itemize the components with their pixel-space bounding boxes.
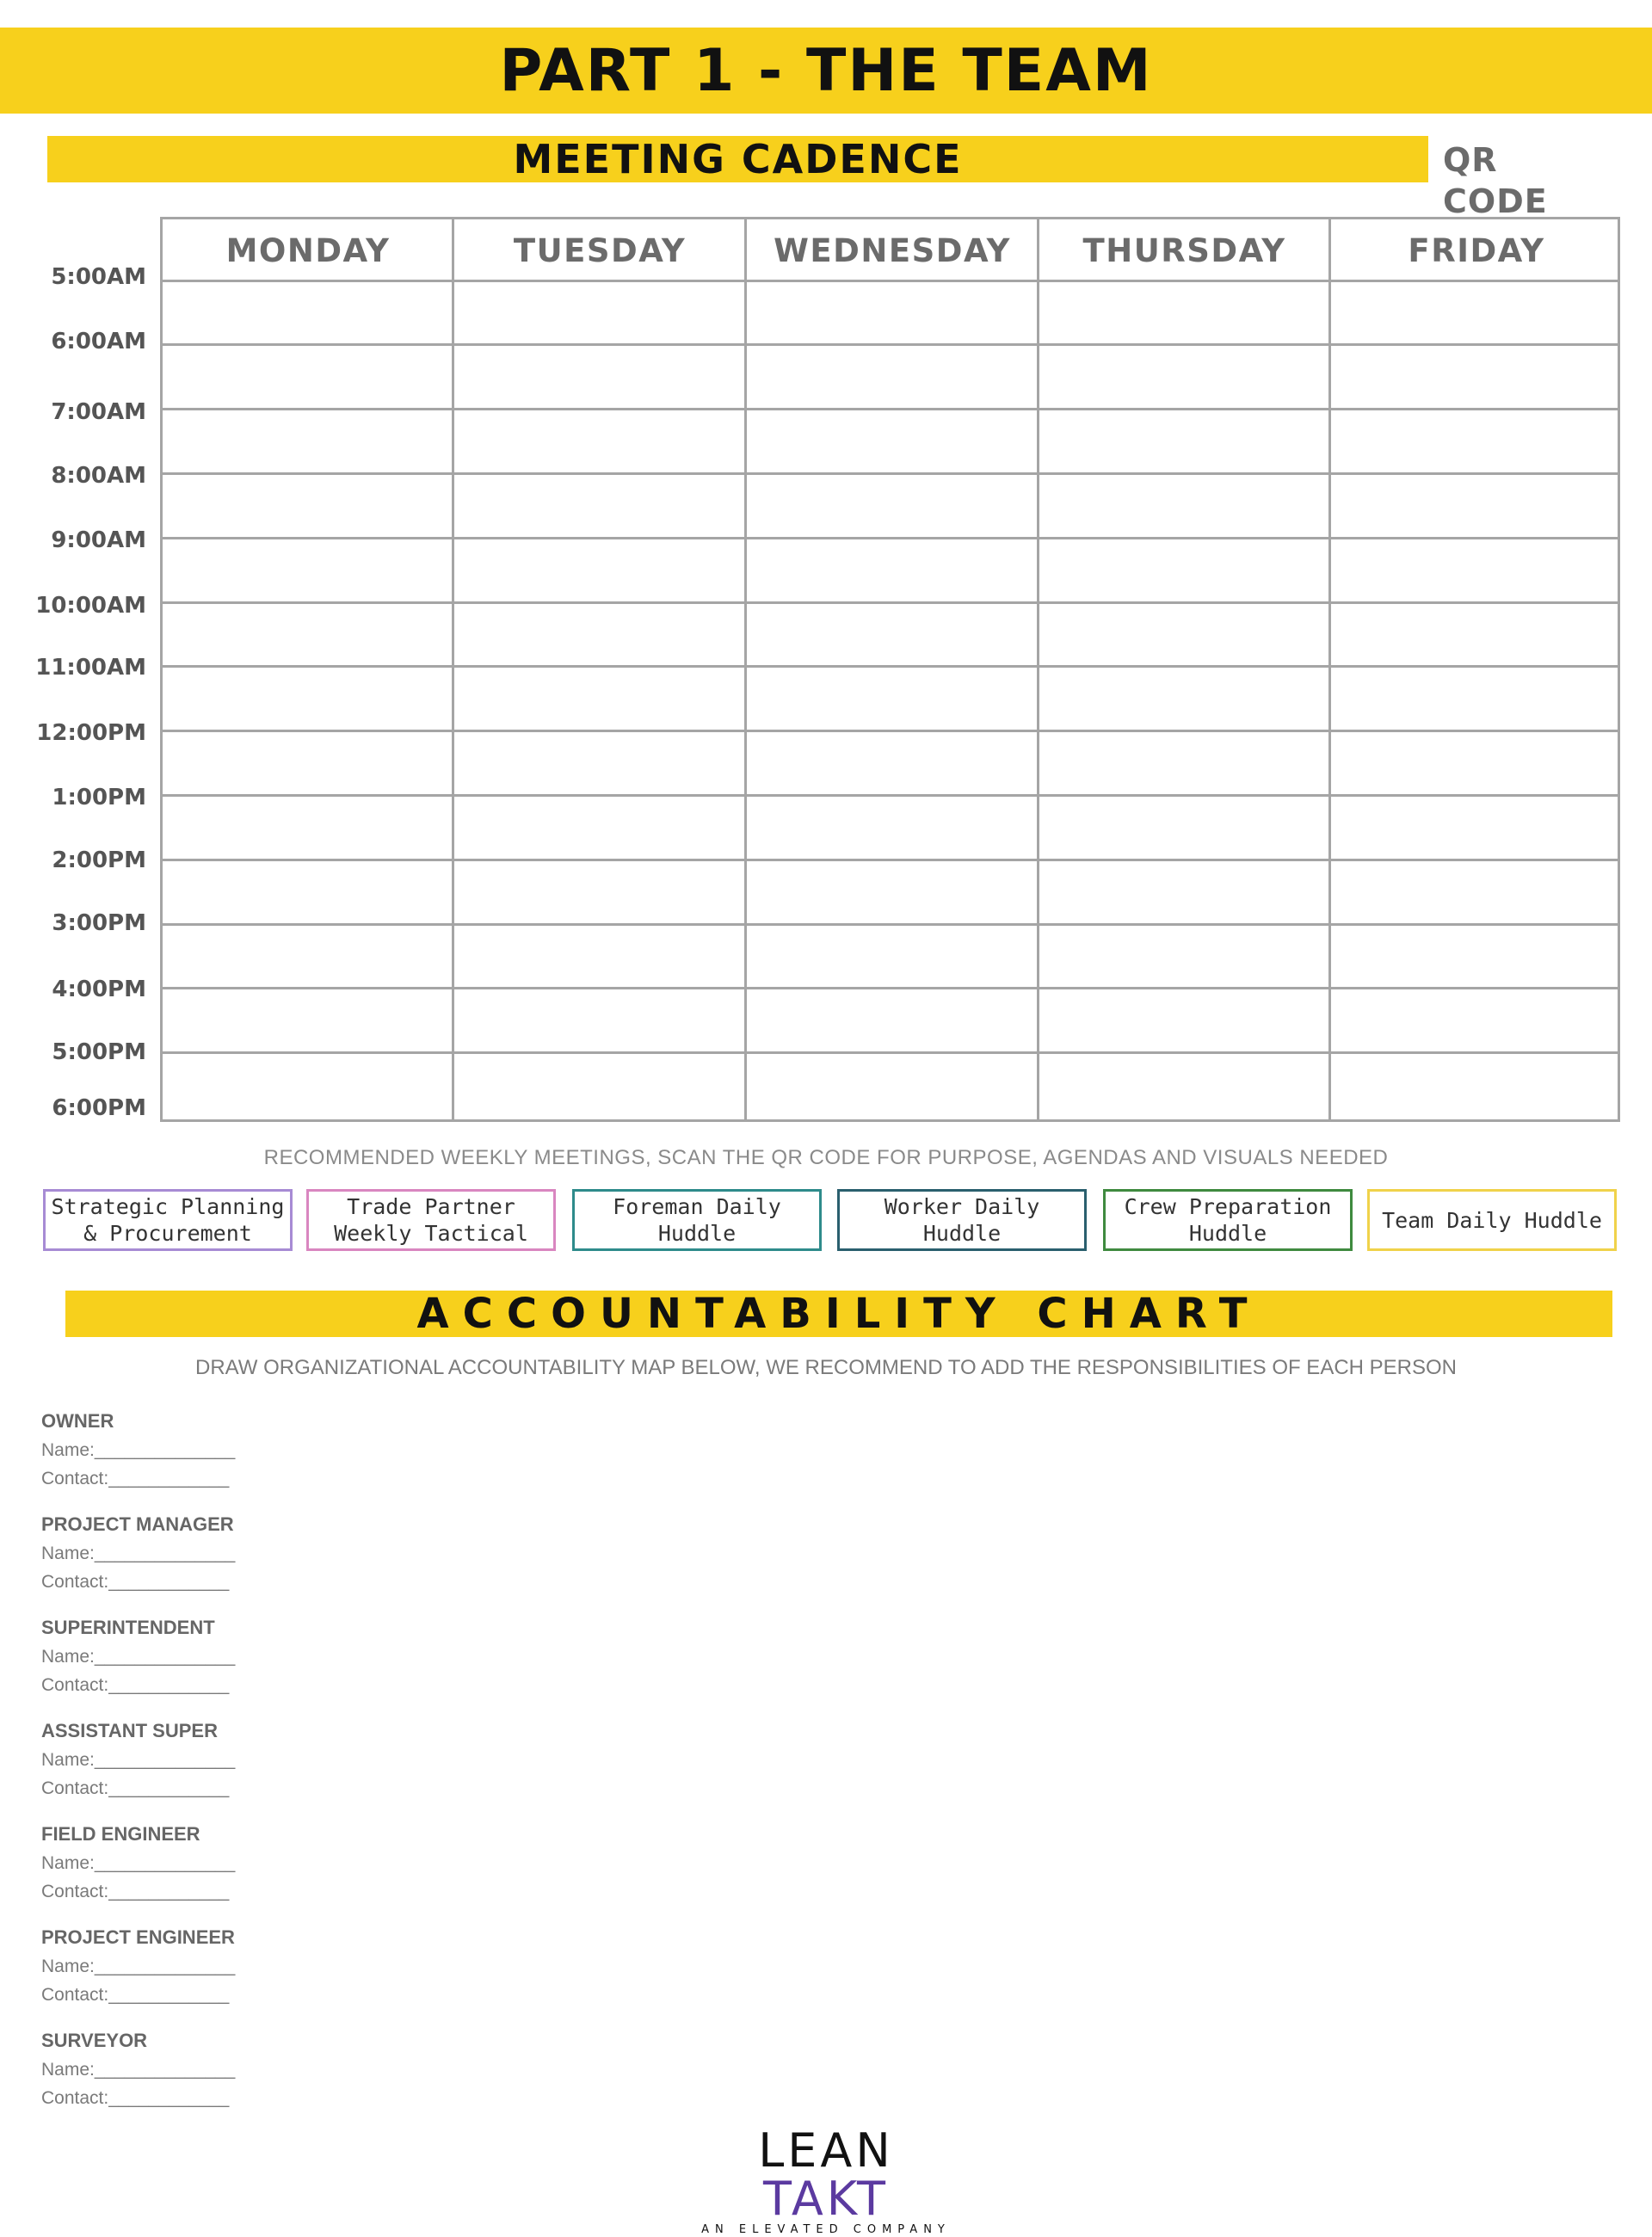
day-header-friday: FRIDAY xyxy=(1408,231,1545,269)
lean-takt-logo xyxy=(688,2123,964,2236)
grid-row-divider xyxy=(163,730,1618,732)
title-banner xyxy=(0,28,1652,114)
logo-lean-text: LEAN xyxy=(758,2123,894,2178)
grid-column-divider xyxy=(452,219,454,1119)
role-contact-field: Contact:____________ xyxy=(41,1778,230,1798)
meeting-legend-item: Crew Preparation Huddle xyxy=(1103,1189,1353,1251)
role-title: ASSISTANT SUPER xyxy=(41,1720,218,1741)
role-contact-field: Contact:____________ xyxy=(41,1572,230,1592)
role-contact-field: Contact:____________ xyxy=(41,1675,230,1695)
grid-column-divider xyxy=(1328,219,1331,1119)
day-header-tuesday: TUESDAY xyxy=(513,231,687,269)
role-title: SUPERINTENDENT xyxy=(41,1617,215,1638)
role-block xyxy=(41,1923,351,2018)
time-label: 4:00PM xyxy=(52,977,146,1002)
time-label: 1:00PM xyxy=(52,785,146,810)
time-label: 12:00PM xyxy=(36,720,146,746)
role-contact-field: Contact:____________ xyxy=(41,2088,230,2108)
time-label: 6:00PM xyxy=(52,1095,146,1121)
grid-row-divider xyxy=(163,472,1618,475)
logo-tagline: AN ELEVATED COMPANY xyxy=(701,2223,951,2236)
schedule-grid xyxy=(160,217,1620,1122)
time-label: 10:00AM xyxy=(35,593,146,619)
grid-row-divider xyxy=(163,1051,1618,1054)
role-block xyxy=(41,1613,351,1708)
role-name-field: Name:______________ xyxy=(41,1853,236,1873)
role-title: PROJECT MANAGER xyxy=(41,1513,234,1535)
time-label: 6:00AM xyxy=(51,329,146,354)
role-block xyxy=(41,1716,351,1811)
meeting-legend-item: Foreman Daily Huddle xyxy=(572,1189,822,1251)
page-title: PART 1 - THE TEAM xyxy=(499,36,1153,105)
time-label: 8:00AM xyxy=(51,463,146,489)
grid-column-divider xyxy=(1037,219,1039,1119)
logo-takt-text: TAKT xyxy=(763,2172,889,2226)
role-contact-field: Contact:____________ xyxy=(41,1985,230,2005)
role-block xyxy=(41,1407,351,1501)
role-contact-field: Contact:____________ xyxy=(41,1469,230,1488)
role-name-field: Name:______________ xyxy=(41,1957,236,1976)
grid-row-divider xyxy=(163,665,1618,668)
role-name-field: Name:______________ xyxy=(41,1440,236,1460)
grid-row-divider xyxy=(163,859,1618,861)
qr-code-label: QR CODE xyxy=(1443,141,1548,220)
day-header-thursday: THURSDAY xyxy=(1082,231,1286,269)
role-block xyxy=(41,1820,351,1914)
role-block xyxy=(41,2026,351,2121)
grid-row-divider xyxy=(163,343,1618,346)
role-title: FIELD ENGINEER xyxy=(41,1823,200,1845)
role-name-field: Name:______________ xyxy=(41,1647,236,1667)
grid-row-divider xyxy=(163,794,1618,797)
meeting-legend-item: Team Daily Huddle xyxy=(1367,1189,1617,1251)
role-title: PROJECT ENGINEER xyxy=(41,1926,235,1948)
role-title: SURVEYOR xyxy=(41,2030,148,2051)
accountability-bar xyxy=(65,1291,1612,1337)
meeting-legend-item: Worker Daily Huddle xyxy=(837,1189,1087,1251)
time-label: 5:00AM xyxy=(51,264,146,290)
meeting-legend-item: Trade Partner Weekly Tactical xyxy=(306,1189,556,1251)
grid-column-divider xyxy=(744,219,747,1119)
time-label: 2:00PM xyxy=(52,847,146,873)
grid-row-divider xyxy=(163,280,1618,282)
grid-row-divider xyxy=(163,923,1618,926)
role-title: OWNER xyxy=(41,1410,114,1432)
meetings-note: RECOMMENDED WEEKLY MEETINGS, SCAN THE QR CODE FOR PURPOSE, AGENDAS AND VISUALS NEEDED xyxy=(263,1146,1389,1169)
day-header-wednesday: WEDNESDAY xyxy=(774,231,1011,269)
meeting-legend-item: Strategic Planning & Procurement xyxy=(43,1189,293,1251)
role-block xyxy=(41,1510,351,1605)
grid-row-divider xyxy=(163,537,1618,539)
meeting-cadence-bar xyxy=(47,136,1428,182)
grid-row-divider xyxy=(163,601,1618,604)
time-label: 7:00AM xyxy=(51,399,146,425)
accountability-title: ACCOUNTABILITY CHART xyxy=(416,1290,1261,1338)
time-label: 9:00AM xyxy=(51,527,146,553)
role-name-field: Name:______________ xyxy=(41,1750,236,1770)
grid-row-divider xyxy=(163,987,1618,989)
day-header-monday: MONDAY xyxy=(225,231,391,269)
role-name-field: Name:______________ xyxy=(41,2060,236,2080)
grid-row-divider xyxy=(163,408,1618,410)
role-name-field: Name:______________ xyxy=(41,1544,236,1563)
time-label: 5:00PM xyxy=(52,1039,146,1065)
accountability-note: DRAW ORGANIZATIONAL ACCOUNTABILITY MAP BELOW, WE RECOMMEND TO ADD THE RESPONSIBILITIES OF EACH PERSON xyxy=(194,1356,1458,1379)
role-contact-field: Contact:____________ xyxy=(41,1882,230,1901)
time-label: 11:00AM xyxy=(35,655,146,681)
time-label: 3:00PM xyxy=(52,910,146,936)
meeting-cadence-title: MEETING CADENCE xyxy=(513,136,963,182)
